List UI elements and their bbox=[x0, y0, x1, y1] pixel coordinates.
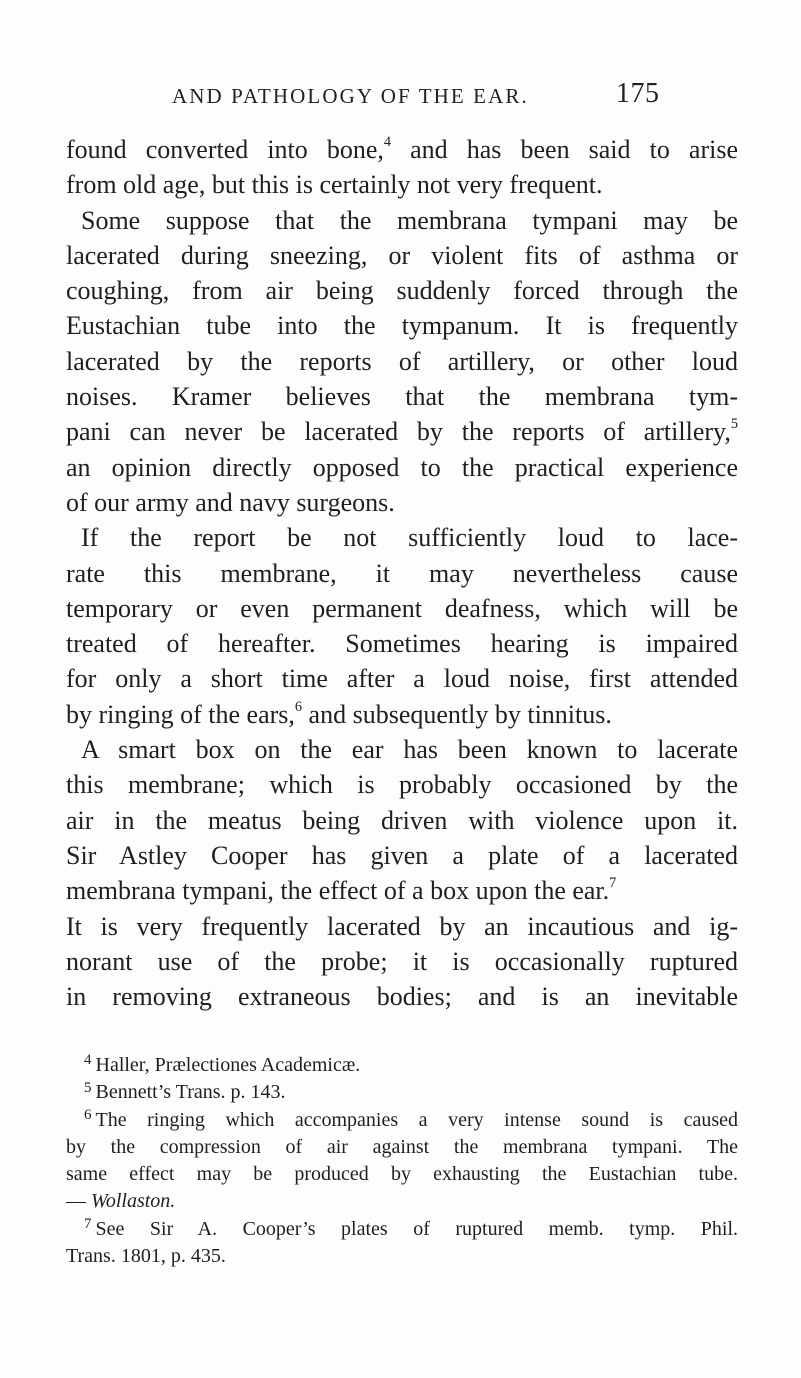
page-number: 175 bbox=[616, 78, 660, 109]
text-line: noises. Kramer believes that the membrana tym- bbox=[66, 382, 738, 412]
text-line: Sir Astley Cooper has given a plate of a lacerated bbox=[66, 840, 738, 870]
footnote-6-line: by the compression of air against the membrana tympani. The bbox=[66, 1135, 738, 1158]
text-line: pani can never be lacerated by the reports of artillery,$^5$ bbox=[66, 416, 738, 447]
text-line: lacerated by the reports of artillery, or other loud bbox=[66, 346, 738, 376]
footnote-number: 4 bbox=[84, 1052, 92, 1069]
text-line: A smart box on the ear has been known to lacerate bbox=[81, 735, 738, 765]
text-line: by ringing of the ears,$^6$ and subsequently by tinnitus. bbox=[66, 698, 612, 729]
footnotes bbox=[66, 1052, 738, 1270]
text-line: treated of hereafter. Sometimes hearing is impaired bbox=[66, 629, 738, 659]
footnote-6: $^6$ The ringing which accompanies a very intense sound is caused bbox=[84, 1106, 738, 1131]
footnote-reference: 6 bbox=[294, 698, 303, 715]
text-line: found converted into bone,$^4$ and has been said to arise bbox=[66, 133, 738, 164]
page-header bbox=[0, 76, 801, 116]
footnote-number: 6 bbox=[84, 1106, 92, 1123]
text-line: from old age, but this is certainly not very frequent. bbox=[66, 170, 603, 200]
footnote-reference: 7 bbox=[609, 875, 617, 892]
text-line: rate this membrane, it may nevertheless cause bbox=[66, 558, 738, 588]
text-line: Eustachian tube into the tympanum. It is frequently bbox=[66, 311, 738, 341]
text-line: membrana tympani, the effect of a box upon the ear.$^7$ bbox=[66, 875, 617, 906]
text-line: norant use of the probe; it is occasionally ruptured bbox=[66, 946, 738, 976]
text-line: It is very frequently lacerated by an incautious and ig- bbox=[66, 911, 738, 941]
text-line: lacerated during sneezing, or violent fits of asthma or bbox=[66, 240, 738, 270]
footnote-6-line: same effect may be produced by exhausting the Eustachian tube. bbox=[66, 1163, 738, 1186]
running-head: AND PATHOLOGY OF THE EAR. bbox=[172, 84, 529, 108]
footnote-7: $^7$ See Sir A. Cooper’s plates of ruptured memb. tymp. Phil. bbox=[84, 1216, 738, 1240]
author-name: Wollaston. bbox=[91, 1190, 176, 1213]
text-line: coughing, from air being suddenly forced through the bbox=[66, 276, 738, 306]
footnote-number: 7 bbox=[84, 1216, 92, 1233]
footnote-6-attribution: — Wollaston. bbox=[66, 1190, 176, 1213]
text-line: temporary or even permanent deafness, which will be bbox=[66, 593, 738, 623]
text-line: air in the meatus being driven with violence upon it. bbox=[66, 805, 738, 835]
footnote-number: 5 bbox=[84, 1079, 92, 1096]
text-line: for only a short time after a loud noise, first attended bbox=[66, 664, 738, 694]
footnote-5: $^5$ Bennett’s Trans. p. 143. bbox=[84, 1079, 286, 1104]
text-line: of our army and navy surgeons. bbox=[66, 487, 395, 517]
footnote-4: $^4$ Haller, Prælectiones Academicæ. bbox=[84, 1052, 361, 1076]
text-line: this membrane; which is probably occasioned by the bbox=[66, 770, 738, 800]
footnote-reference: 4 bbox=[383, 133, 392, 150]
text-line: Some suppose that the membrana tympani may be bbox=[81, 205, 738, 235]
body-text bbox=[66, 132, 738, 1014]
footnote-reference: 5 bbox=[730, 416, 738, 433]
text-line: in removing extraneous bodies; and is an inevitable bbox=[66, 982, 738, 1012]
text-line: If the report be not sufficiently loud to lace- bbox=[81, 523, 738, 553]
footnote-7-line: Trans. 1801, p. 435. bbox=[66, 1245, 226, 1268]
text-line: an opinion directly opposed to the practical experience bbox=[66, 452, 738, 482]
